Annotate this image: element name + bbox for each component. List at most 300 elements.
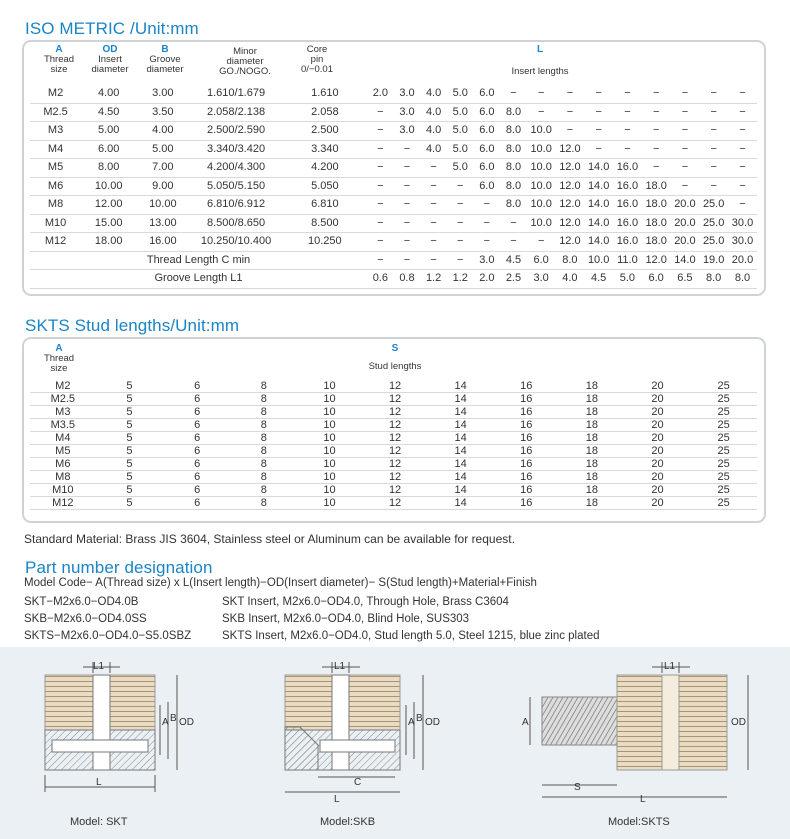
iso-cell-length: 5.0 [447,159,474,178]
skts-cell-length: 12 [362,393,428,406]
skt-b-label: B [170,713,177,724]
iso-cell-b: 3.00 [136,85,189,103]
skts-cell-a: M2.5 [30,393,96,406]
skts-cell-a: M3.5 [30,419,96,432]
iso-cell-length: − [367,122,394,141]
thread-length-row-value: 3.0 [474,251,501,270]
iso-cell-length: − [394,233,421,252]
table-row [30,122,757,141]
iso-cell-length: 12.0 [556,233,585,252]
iso-cell-length: 18.0 [642,196,671,215]
skts-cell-length: 10 [297,471,363,484]
iso-cell-od: 15.00 [81,214,136,233]
skts-cell-a: M12 [30,497,96,510]
skts-cell-length: 25 [690,445,757,458]
groove-length-row-value: 3.0 [527,270,556,289]
skts-cell-length: 20 [625,458,691,471]
iso-cell-length: − [500,233,527,252]
skb-l1-label: L1 [334,661,346,672]
skts-cell-length: 20 [625,432,691,445]
skts-cell-length: 14 [428,432,494,445]
iso-cell-b: 13.00 [136,214,189,233]
table-row [30,380,757,393]
iso-cell-length: 16.0 [613,177,642,196]
skts-cell-length: 18 [559,445,625,458]
iso-cell-length: − [671,177,700,196]
skts-table [30,380,757,510]
skts-l1-label: L1 [664,661,676,672]
iso-cell-length: − [671,122,700,141]
iso-cell-length: − [420,177,447,196]
skts-cell-length: 14 [428,471,494,484]
skts-od-label: OD [731,717,746,728]
skts-cell-length: 25 [690,432,757,445]
skts-cell-length: 18 [559,393,625,406]
iso-cell-length: − [671,103,700,122]
iso-cell-length: − [584,140,613,159]
example-code-2: SKB−M2x6.0−OD4.0SS [24,613,147,625]
table-row [30,432,757,445]
groove-length-row-value: 2.5 [500,270,527,289]
iso-cell-length: − [474,214,501,233]
table-row [30,214,757,233]
iso-cell-length: − [527,103,556,122]
skts-cell-length: 25 [690,497,757,510]
skts-cell-length: 5 [96,458,164,471]
skts-header-a: A Thread size [43,343,75,374]
skts-cell-length: 6 [163,432,231,445]
skts-cell-length: 5 [96,406,164,419]
iso-cell-length: − [728,196,757,215]
skts-s-label: S [574,782,581,793]
iso-cell-length: − [474,196,501,215]
iso-cell-length: 2.0 [367,85,394,103]
skts-cell-length: 16 [493,458,559,471]
skts-cell-length: 6 [163,419,231,432]
iso-cell-length: 4.0 [420,140,447,159]
skts-cell-length: 18 [559,484,625,497]
table-row [30,497,757,510]
skb-b-label: B [416,713,423,724]
iso-header-b: B Groove diameter [146,44,184,75]
skts-cell-length: 5 [96,419,164,432]
groove-length-row-value: 8.0 [728,270,757,289]
skt-od-label: OD [179,717,194,728]
iso-cell-b: 5.00 [136,140,189,159]
model-code: Model Code− A(Thread size) x L(Insert length)−OD(Insert diameter)− S(Stud length)+Material+Finish [24,577,537,589]
iso-cell-od: 8.00 [81,159,136,178]
iso-cell-length: 4.0 [420,103,447,122]
iso-cell-core: 1.610 [283,85,367,103]
iso-cell-length: 8.0 [500,122,527,141]
iso-cell-length: 18.0 [642,177,671,196]
iso-cell-length: − [699,103,728,122]
iso-header-core: Core pin 0/−0.01 [301,44,333,75]
table-row [30,419,757,432]
iso-cell-length: − [420,196,447,215]
iso-cell-length: 30.0 [728,214,757,233]
skts-header-s-label: Stud lengths [368,361,422,372]
iso-cell-core: 5.050 [283,177,367,196]
skts-cell-length: 16 [493,380,559,393]
skts-cell-length: 12 [362,484,428,497]
skts-cell-length: 16 [493,471,559,484]
skts-cell-length: 10 [297,458,363,471]
iso-cell-length: − [671,85,700,103]
iso-cell-b: 9.00 [136,177,189,196]
iso-cell-b: 3.50 [136,103,189,122]
thread-length-row-value: 10.0 [584,251,613,270]
skts-cell-length: 10 [297,380,363,393]
skts-cell-length: 5 [96,471,164,484]
skts-cell-length: 12 [362,497,428,510]
skts-cell-length: 12 [362,471,428,484]
skts-cell-length: 25 [690,393,757,406]
iso-cell-length: 10.0 [527,214,556,233]
skts-cell-a: M2 [30,380,96,393]
skts-cell-length: 14 [428,445,494,458]
skts-cell-length: 14 [428,497,494,510]
iso-cell-b: 16.00 [136,233,189,252]
iso-cell-minor: 2.500/2.590 [189,122,282,141]
skb-drawing [285,662,423,792]
thread-length-row-label: Thread Length C min [30,251,367,270]
skts-cell-length: 8 [231,380,297,393]
skts-cell-length: 16 [493,419,559,432]
iso-cell-length: 5.0 [447,122,474,141]
iso-title: ISO METRIC /Unit:mm [25,19,199,38]
iso-cell-length: − [367,233,394,252]
thread-length-row-value: − [367,251,394,270]
iso-cell-length: 6.0 [474,159,501,178]
iso-cell-minor: 8.500/8.650 [189,214,282,233]
skts-cell-length: 18 [559,458,625,471]
iso-cell-a: M4 [30,140,81,159]
iso-cell-length: 6.0 [474,140,501,159]
iso-cell-length: − [420,159,447,178]
iso-cell-length: − [584,85,613,103]
iso-cell-core: 3.340 [283,140,367,159]
skts-title: SKTS Stud lengths/Unit:mm [25,316,240,335]
iso-cell-length: − [613,85,642,103]
iso-cell-length: 3.0 [394,85,421,103]
iso-cell-length: 14.0 [584,233,613,252]
skts-cell-length: 25 [690,419,757,432]
skts-cell-length: 6 [163,458,231,471]
table-row [30,196,757,215]
iso-cell-length: − [584,103,613,122]
skts-cell-length: 10 [297,393,363,406]
iso-cell-length: 5.0 [447,140,474,159]
thread-length-row-value: 4.5 [500,251,527,270]
iso-cell-length: − [613,122,642,141]
groove-length-row-label: Groove Length L1 [30,270,367,289]
skts-cell-length: 14 [428,380,494,393]
iso-cell-length: 20.0 [671,196,700,215]
iso-cell-a: M10 [30,214,81,233]
thread-length-row-value: 12.0 [642,251,671,270]
example-code-1: SKT−M2x6.0−OD4.0B [24,596,139,608]
skts-cell-length: 16 [493,393,559,406]
skts-drawing [530,662,748,797]
table-row [30,445,757,458]
iso-header-l-label: Insert lengths [511,66,569,77]
skb-caption: Model:SKB [320,816,376,828]
skts-l-label: L [640,794,646,805]
example-code-3: SKTS−M2x6.0−OD4.0−S5.0SBZ [24,630,192,642]
groove-length-row-value: 0.8 [394,270,421,289]
iso-cell-length: 8.0 [500,196,527,215]
iso-cell-length: 6.0 [474,122,501,141]
iso-cell-length: − [394,214,421,233]
iso-cell-a: M2 [30,85,81,103]
thread-length-row [30,251,757,270]
skts-header-s: S [391,343,399,354]
iso-cell-b: 4.00 [136,122,189,141]
iso-cell-b: 10.00 [136,196,189,215]
thread-length-row-value: 6.0 [527,251,556,270]
skts-cell-length: 5 [96,445,164,458]
skt-caption: Model: SKT [70,816,128,828]
iso-cell-length: 16.0 [613,159,642,178]
thread-length-row-value: 11.0 [613,251,642,270]
skts-cell-length: 6 [163,471,231,484]
skts-cell-a: M3 [30,406,96,419]
iso-cell-length: − [474,233,501,252]
iso-cell-minor: 4.200/4.300 [189,159,282,178]
iso-cell-length: − [642,85,671,103]
skts-cell-length: 20 [625,380,691,393]
iso-cell-a: M5 [30,159,81,178]
iso-cell-length: − [367,196,394,215]
skts-cell-length: 20 [625,471,691,484]
iso-cell-length: − [367,140,394,159]
skts-a-label: A [522,717,529,728]
skts-cell-length: 10 [297,445,363,458]
iso-cell-a: M3 [30,122,81,141]
iso-cell-length: 6.0 [474,177,501,196]
skts-cell-length: 20 [625,497,691,510]
iso-cell-length: 14.0 [584,214,613,233]
iso-cell-length: − [447,196,474,215]
iso-cell-length: − [367,159,394,178]
skt-l-label: L [96,777,102,788]
iso-table [30,85,757,289]
iso-cell-od: 6.00 [81,140,136,159]
groove-length-row-value: 4.0 [556,270,585,289]
skts-cell-length: 8 [231,484,297,497]
skts-cell-a: M6 [30,458,96,471]
iso-cell-length: 4.0 [420,85,447,103]
thread-length-row-value: − [420,251,447,270]
iso-cell-length: − [447,177,474,196]
skts-cell-length: 8 [231,432,297,445]
example-desc-2: SKB Insert, M2x6.0−OD4.0, Blind Hole, SUS303 [222,613,470,625]
iso-cell-od: 10.00 [81,177,136,196]
iso-cell-length: − [500,214,527,233]
skts-caption: Model:SKTS [608,816,670,828]
skts-cell-length: 5 [96,393,164,406]
part-number-title: Part number designation [25,558,213,577]
skts-cell-length: 8 [231,393,297,406]
iso-cell-minor: 2.058/2.138 [189,103,282,122]
skt-a-label: A [162,717,169,728]
table-row [30,393,757,406]
skb-od-label: OD [425,717,440,728]
iso-cell-length: 8.0 [500,140,527,159]
iso-cell-length: 5.0 [447,103,474,122]
iso-cell-length: − [556,103,585,122]
skts-cell-length: 25 [690,471,757,484]
skts-cell-length: 10 [297,419,363,432]
iso-cell-length: − [394,177,421,196]
skts-cell-length: 10 [297,497,363,510]
skts-cell-length: 16 [493,432,559,445]
skts-cell-length: 6 [163,445,231,458]
iso-cell-minor: 6.810/6.912 [189,196,282,215]
skts-cell-length: 25 [690,406,757,419]
skts-cell-length: 14 [428,484,494,497]
skb-a-label: A [408,717,415,728]
iso-cell-length: 10.0 [527,177,556,196]
groove-length-row-value: 0.6 [367,270,394,289]
iso-cell-minor: 1.610/1.679 [189,85,282,103]
skts-cell-length: 14 [428,406,494,419]
drawings-svg [0,647,790,839]
iso-cell-length: − [527,85,556,103]
groove-length-row-value: 8.0 [699,270,728,289]
iso-cell-length: − [642,122,671,141]
iso-cell-length: − [556,122,585,141]
iso-cell-a: M12 [30,233,81,252]
table-row [30,159,757,178]
iso-cell-length: − [394,196,421,215]
skts-cell-length: 18 [559,380,625,393]
iso-header-a: A Thread size [43,44,75,75]
iso-cell-minor: 5.050/5.150 [189,177,282,196]
groove-length-row-value: 6.5 [671,270,700,289]
skts-cell-length: 6 [163,406,231,419]
skts-cell-length: 12 [362,419,428,432]
iso-cell-length: 12.0 [556,159,585,178]
iso-cell-length: 16.0 [613,214,642,233]
iso-cell-length: − [447,214,474,233]
groove-length-row-value: 5.0 [613,270,642,289]
skts-cell-length: 18 [559,432,625,445]
iso-cell-length: − [394,140,421,159]
iso-cell-length: − [728,159,757,178]
iso-cell-od: 4.50 [81,103,136,122]
skt-drawing [45,662,177,792]
skts-cell-length: 16 [493,484,559,497]
iso-cell-length: 10.0 [527,140,556,159]
skts-cell-length: 18 [559,497,625,510]
iso-cell-length: − [447,233,474,252]
iso-cell-length: − [699,122,728,141]
table-row [30,458,757,471]
thread-length-row-value: − [447,251,474,270]
iso-cell-length: − [699,140,728,159]
iso-cell-length: − [367,177,394,196]
iso-cell-length: − [500,85,527,103]
material-note: Standard Material: Brass JIS 3604, Stainless steel or Aluminum can be available for request. [24,532,515,546]
iso-cell-length: 10.0 [527,196,556,215]
skts-cell-a: M5 [30,445,96,458]
iso-cell-a: M2.5 [30,103,81,122]
iso-cell-length: 25.0 [699,233,728,252]
iso-header-minor: Minor diameter GO./NOGO. [219,46,271,77]
table-row [30,177,757,196]
table-row [30,484,757,497]
skts-cell-length: 6 [163,380,231,393]
iso-cell-length: − [728,122,757,141]
iso-cell-length: − [699,177,728,196]
iso-cell-length: 18.0 [642,233,671,252]
skts-cell-length: 10 [297,484,363,497]
iso-cell-length: 18.0 [642,214,671,233]
iso-cell-length: − [394,159,421,178]
skts-cell-a: M10 [30,484,96,497]
skb-c-label: C [354,777,362,788]
iso-cell-length: 4.0 [420,122,447,141]
groove-length-row-value: 6.0 [642,270,671,289]
iso-cell-length: 30.0 [728,233,757,252]
table-row [30,406,757,419]
iso-cell-od: 4.00 [81,85,136,103]
skts-cell-length: 25 [690,484,757,497]
iso-cell-length: 12.0 [556,140,585,159]
skts-cell-length: 8 [231,471,297,484]
iso-cell-length: 16.0 [613,233,642,252]
thread-length-row-value: 20.0 [728,251,757,270]
groove-length-row [30,270,757,289]
skts-cell-length: 5 [96,484,164,497]
iso-cell-length: − [728,85,757,103]
iso-cell-b: 7.00 [136,159,189,178]
skts-cell-length: 5 [96,380,164,393]
iso-cell-length: 3.0 [394,122,421,141]
iso-cell-length: 3.0 [394,103,421,122]
iso-cell-od: 18.00 [81,233,136,252]
skts-cell-length: 10 [297,432,363,445]
iso-cell-length: − [613,103,642,122]
iso-cell-length: − [671,140,700,159]
skts-cell-length: 14 [428,458,494,471]
skts-cell-length: 20 [625,419,691,432]
iso-cell-length: 8.0 [500,159,527,178]
iso-cell-length: 5.0 [447,85,474,103]
table-row [30,140,757,159]
skts-cell-length: 16 [493,445,559,458]
iso-cell-length: − [556,85,585,103]
iso-cell-length: − [367,103,394,122]
iso-cell-length: − [642,140,671,159]
iso-cell-length: − [671,159,700,178]
skts-cell-length: 25 [690,380,757,393]
iso-cell-core: 10.250 [283,233,367,252]
iso-cell-length: 12.0 [556,196,585,215]
example-desc-1: SKT Insert, M2x6.0−OD4.0, Through Hole, Brass C3604 [222,596,509,608]
iso-cell-length: 20.0 [671,214,700,233]
thread-length-row-value: 14.0 [671,251,700,270]
table-row [30,233,757,252]
skts-cell-a: M4 [30,432,96,445]
iso-cell-length: − [367,214,394,233]
iso-cell-length: 10.0 [527,159,556,178]
iso-cell-length: − [642,159,671,178]
skts-cell-length: 18 [559,471,625,484]
table-row [30,103,757,122]
